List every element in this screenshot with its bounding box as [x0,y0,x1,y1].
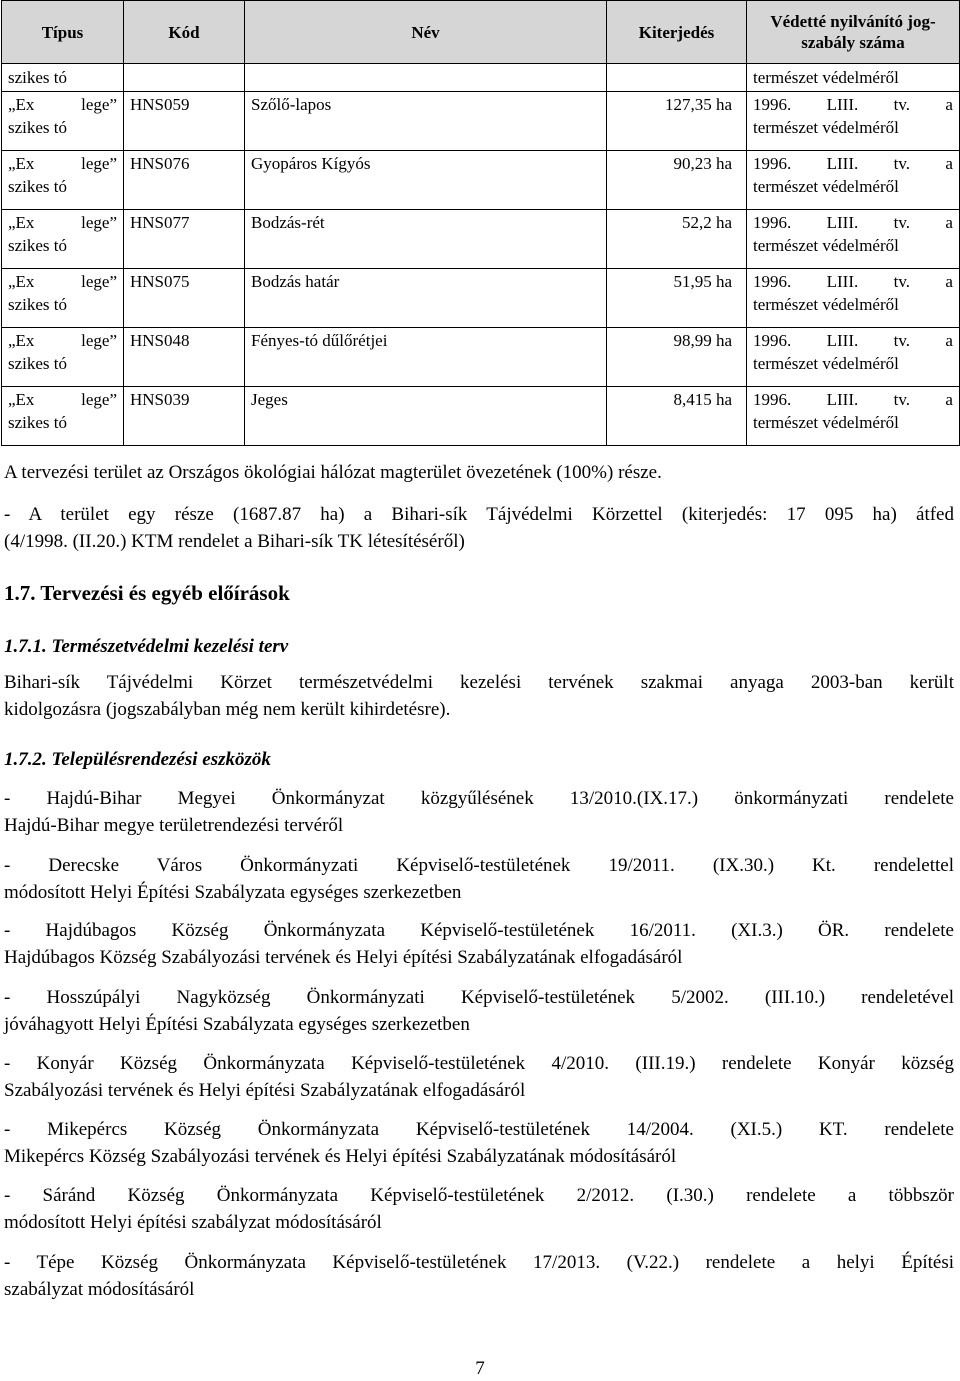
cell-jog-number: LIII. [826,95,859,114]
cell-kod: HNS075 [124,269,245,328]
cell-tipus-line2: szikes tó [8,295,68,314]
cell-jog [747,328,960,387]
regulation-item [4,785,954,839]
table-row [2,92,960,151]
regulation-item-line2: Szabályozási tervének és Helyi építési Szabályzatának elfogadásáról [4,1080,526,1101]
cell-tipus-line2: szikes tó [8,413,68,432]
cell-nev: Gyopáros Kígyós [245,151,607,210]
cell-nev: Bodzás határ [245,269,607,328]
page-number: 7 [475,1358,485,1379]
cell-jog: természet védelméről [747,64,960,92]
cell-tipus-line2: szikes tó [8,177,68,196]
cell-tipus: szikes tó [2,64,124,92]
header-vedette [747,1,960,64]
table-header-row [2,1,960,64]
regulation-item-line2: szabályzat módosításáról [4,1279,195,1300]
cell-jog [747,92,960,151]
cell-tipus-line2: szikes tó [8,354,68,373]
cell-kiterjedes: 8,415 ha [607,387,747,446]
cell-jog-tv: tv. [893,390,911,409]
cell-nev: Fényes-tó dűlőrétjei [245,328,607,387]
heading-1-7: 1.7. Tervezési és egyéb előírások [4,581,290,605]
paragraph-ecological-network: A tervezési terület az Országos ökológiai hálózat magterület övezetének (100%) része. [4,462,662,483]
cell-kod: HNS059 [124,92,245,151]
cell-nev: Bodzás-rét [245,210,607,269]
cell-tipus [2,92,124,151]
cell-jog-year: 1996. [753,213,792,232]
cell-kod: HNS039 [124,387,245,446]
regulation-item-line1: - Hosszúpályi Nagyközség Önkormányzati Képviselő-testületének 5/2002. (III.10.) rendeletével [4,987,954,1008]
regulation-item [4,852,954,906]
regulation-item-line1: - Tépe Község Önkormányzata Képviselő-testületének 17/2013. (V.22.) rendelete a helyi Építési [4,1252,954,1273]
cell-tipus-line2: szikes tó [8,236,68,255]
cell-kod [124,64,245,92]
cell-nev: Szőlő-lapos [245,92,607,151]
cell-jog [747,210,960,269]
regulation-item [4,1249,954,1303]
regulation-item [4,1182,954,1236]
regulation-item-line1: - Derecske Város Önkormányzati Képviselő-testületének 19/2011. (IX.30.) Kt. rendelettel [4,855,954,876]
cell-kod: HNS076 [124,151,245,210]
regulation-item [4,1116,954,1170]
cell-nev [245,64,607,92]
cell-tipus-word-2: lege” [81,272,117,291]
cell-jog-article: a [945,95,953,114]
header-vedette-line2: szabály száma [801,33,905,52]
cell-tipus-word-2: lege” [81,154,117,173]
regulation-item-line2: módosított Helyi építési szabályzat módosításáról [4,1212,382,1233]
paragraph-bihari-sik-line1: - A terület egy része (1687.87 ha) a Bihari-sík Tájvédelmi Körzettel (kiterjedés: 17 095 ha) átfed [4,504,954,525]
cell-tipus-word-1: „Ex [8,390,35,409]
cell-kod: HNS048 [124,328,245,387]
cell-jog-tv: tv. [893,213,911,232]
heading-1-7-1: 1.7.1. Természetvédelmi kezelési terv [4,636,289,657]
cell-kiterjedes: 51,95 ha [607,269,747,328]
regulation-item-line2: Hajdúbagos Község Szabályozási tervének és Helyi építési Szabályzatának elfogadásáról [4,947,683,968]
cell-jog [747,269,960,328]
table-continuation-row [2,64,960,92]
cell-jog-article: a [945,272,953,291]
cell-tipus-word-1: „Ex [8,154,35,173]
cell-jog-number: LIII. [826,272,859,291]
table-row [2,269,960,328]
cell-kiterjedes: 90,23 ha [607,151,747,210]
cell-jog-number: LIII. [826,154,859,173]
table-row [2,210,960,269]
cell-jog-article: a [945,213,953,232]
regulation-item-line1: - Hajdú-Bihar Megyei Önkormányzat közgyűlésének 13/2010.(IX.17.) önkormányzati rendelete [4,788,954,809]
cell-jog-number: LIII. [826,390,859,409]
regulation-item [4,1050,954,1104]
cell-jog-year: 1996. [753,272,792,291]
regulation-item-line2: módosított Helyi Építési Szabályzata egységes szerkezetben [4,882,462,903]
cell-jog [747,387,960,446]
cell-jog-tv: tv. [893,154,911,173]
cell-tipus [2,151,124,210]
heading-1-7-2: 1.7.2. Településrendezési eszközök [4,749,271,770]
cell-jog-title: természet védelméről [753,177,899,196]
cell-tipus [2,210,124,269]
cell-tipus [2,328,124,387]
cell-kiterjedes: 127,35 ha [607,92,747,151]
table-row [2,387,960,446]
cell-tipus-word-2: lege” [81,331,117,350]
cell-tipus-word-1: „Ex [8,95,35,114]
cell-tipus-line2: szikes tó [8,118,68,137]
cell-tipus-word-1: „Ex [8,213,35,232]
cell-tipus-word-2: lege” [81,213,117,232]
paragraph-management-plan [4,669,954,723]
regulation-item-line2: Hajdú-Bihar megye területrendezési tervéről [4,815,344,836]
header-tipus: Típus [2,1,124,64]
cell-jog-article: a [945,154,953,173]
cell-jog-article: a [945,390,953,409]
cell-tipus [2,269,124,328]
regulation-item-line2: Mikepércs Község Szabályozási tervének és Helyi építési Szabályzatának módosításáról [4,1146,677,1167]
paragraph-management-plan-line2: kidolgozásra (jogszabályban még nem került kihirdetésre). [4,699,451,720]
table-row [2,151,960,210]
regulation-item [4,917,954,971]
paragraph-bihari-sik [4,501,954,555]
cell-nev: Jeges [245,387,607,446]
cell-jog [747,151,960,210]
regulation-item-line2: jóváhagyott Helyi Építési Szabályzata egységes szerkezetben [4,1014,470,1035]
cell-jog-article: a [945,331,953,350]
cell-tipus-word-2: lege” [81,95,117,114]
cell-tipus-word-1: „Ex [8,331,35,350]
cell-tipus-word-2: lege” [81,390,117,409]
cell-jog-title: természet védelméről [753,295,899,314]
cell-jog-title: természet védelméről [753,354,899,373]
natura-sites-table [1,0,960,446]
regulation-item-line1: - Mikepércs Község Önkormányzata Képviselő-testületének 14/2004. (XI.5.) KT. rendelete [4,1119,954,1140]
cell-kiterjedes [607,64,747,92]
table-row [2,328,960,387]
regulation-item-line1: - Hajdúbagos Község Önkormányzata Képviselő-testületének 16/2011. (XI.3.) ÖR. rendelete [4,920,954,941]
cell-tipus-word-1: „Ex [8,272,35,291]
cell-jog-year: 1996. [753,95,792,114]
header-kiterjedes: Kiterjedés [607,1,747,64]
cell-kod: HNS077 [124,210,245,269]
header-nev: Név [245,1,607,64]
cell-jog-year: 1996. [753,390,792,409]
cell-jog-year: 1996. [753,331,792,350]
cell-jog-title: természet védelméről [753,413,899,432]
header-vedette-line1: Védetté nyilvánító jog- [770,12,936,31]
cell-jog-tv: tv. [893,272,911,291]
paragraph-bihari-sik-line2: (4/1998. (II.20.) KTM rendelet a Bihari-sík TK létesítéséről) [4,531,465,552]
cell-kiterjedes: 98,99 ha [607,328,747,387]
cell-jog-tv: tv. [893,331,911,350]
cell-jog-title: természet védelméről [753,118,899,137]
cell-jog-number: LIII. [826,331,859,350]
cell-tipus [2,387,124,446]
cell-jog-tv: tv. [893,95,911,114]
cell-kiterjedes: 52,2 ha [607,210,747,269]
regulation-item-line1: - Sáránd Község Önkormányzata Képviselő-testületének 2/2012. (I.30.) rendelete a többször [4,1185,954,1206]
regulation-item-line1: - Konyár Község Önkormányzata Képviselő-testületének 4/2010. (III.19.) rendelete Konyár község [4,1053,954,1074]
paragraph-management-plan-line1: Bihari-sík Tájvédelmi Körzet természetvédelmi kezelési tervének szakmai anyaga 2003-ban került [4,672,954,693]
cell-jog-year: 1996. [753,154,792,173]
regulation-item [4,984,954,1038]
cell-jog-number: LIII. [826,213,859,232]
cell-jog-title: természet védelméről [753,236,899,255]
header-kod: Kód [124,1,245,64]
